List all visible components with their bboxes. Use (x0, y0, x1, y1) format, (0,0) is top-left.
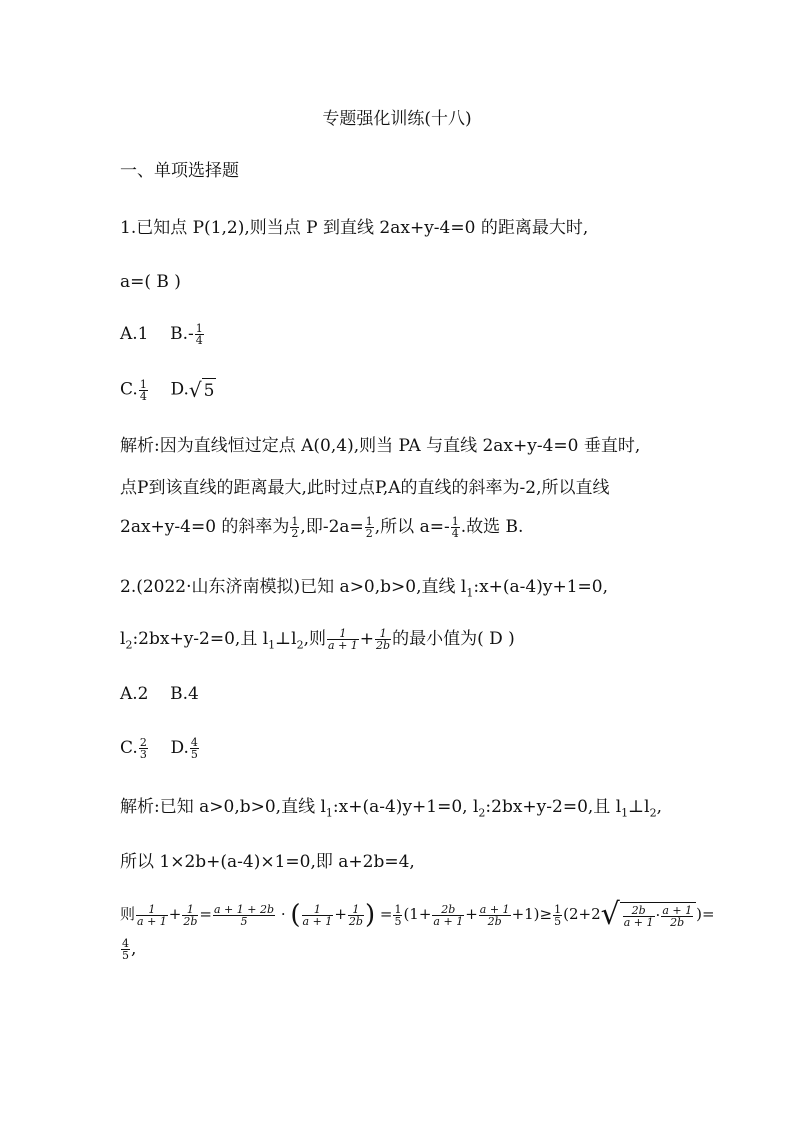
q1-options-cd (120, 378, 216, 402)
q2-options-cd (120, 737, 200, 760)
q2-solution-line1: 解析:已知 a>0,b>0,直线 $l_1:x+(a-4)y+1=0$, $l_2:2bx+y-2=0$,且 $l_1\perp l_2$, (120, 797, 662, 820)
q1-stem-line1: 1.已知点 P(1,2),则当点 P 到直线 2ax+y-4=0 的距离最大时, (120, 218, 589, 238)
fraction-four-fifths: $\frac{4}{5}$ (122, 937, 129, 962)
q2-option-c-fraction: $\frac{2}{3}$ (139, 736, 147, 761)
q1-solution-line2: 点P到该直线的距离最大,此时过点P,A的直线的斜率为-2,所以直线 (120, 478, 610, 498)
q1-option-b: B.- (170, 324, 194, 344)
fraction-half: $\frac{1}{2}$ (365, 515, 373, 540)
q1-solution-line1: 解析:因为直线恒过定点 A(0,4),则当 PA 与直线 2ax+y-4=0 垂直时, (120, 436, 641, 456)
q2-option-d: D. (170, 738, 189, 758)
q2-solution-line2: 所以 1×2b+(a-4)×1=0,即 a+2b=4, (120, 852, 415, 872)
q2-option-b: B.4 (170, 684, 199, 704)
q2-option-a: A.2 (120, 684, 149, 704)
fraction-1-over-2b: $\frac{1}{2b}$ (183, 902, 198, 928)
fraction-one-fifth: $\frac{1}{5}$ (394, 902, 402, 928)
q1-option-c: C. (120, 379, 138, 400)
q1-option-d: D. (170, 379, 189, 400)
q2-solution-line3: 则 $\frac{1}{a + 1}$ + $\frac{1}{2b}$ = $\frac{a + 1 + 2b}{5}$ · ( $\frac{1}{a + 1}$ + $\frac{1}{2b}$ ) = $\frac{1}{5}$ (1+ $\frac{2b}{a + 1}$ + $\frac{a + 1}{2b}$ +1)≥ $\frac{1}{5}$ (2+2√ $\frac{2b}{a + 1}$ · $\frac{a + 1}{2b}$ )= (120, 897, 715, 932)
sqrt-icon: √ (600, 897, 620, 932)
q1-option-d-radicand: 5 (202, 378, 217, 402)
fraction-a1-over-2b: $\frac{a + 1}{2b}$ (479, 902, 510, 928)
q1-option-a: A.1 (120, 324, 149, 344)
fraction-half: $\frac{1}{2}$ (291, 515, 299, 540)
fraction-1-over-a1: $\frac{1}{a + 1}$ (137, 902, 167, 928)
q1-option-c-fraction: $\frac{1}{4}$ (139, 377, 147, 403)
fraction-1-over-2b: $\frac{1}{2b}$ (348, 902, 363, 928)
fraction-one-fifth: $\frac{1}{5}$ (554, 902, 562, 928)
fraction-2b-over-a1: $\frac{2b}{a + 1}$ (623, 903, 654, 929)
fraction-quarter: $\frac{1}{4}$ (451, 515, 459, 540)
q2-option-c: C. (120, 738, 138, 758)
q1-stem-line2: a=( B ) (120, 272, 181, 292)
fraction-1-over-a1: $\frac{1}{a + 1}$ (328, 627, 358, 652)
q2-options-ab (120, 683, 199, 705)
q2-option-d-fraction: $\frac{4}{5}$ (190, 736, 198, 761)
sqrt-icon: √ (188, 378, 202, 402)
q2-stem-line2: $l_2:2bx+y-2=0$,且 $l_1\perp l_2$,则 $\frac{1}{a + 1}$ + $\frac{1}{2b}$ 的最小值为( D ) (120, 627, 515, 652)
fraction-sum-over-5: $\frac{a + 1 + 2b}{5}$ (214, 902, 275, 928)
q2-solution-result: $\frac{4}{5}$ , (122, 937, 137, 962)
sqrt-product: $\frac{2b}{a + 1}$ · $\frac{a + 1}{2b}$ (620, 902, 696, 928)
q2-stem-line1: 2.(2022·山东济南模拟)已知 a>0,b>0,直线 $l_1:x+(a-4)y+1=0$, (120, 577, 608, 600)
page-title: 专题强化训练(十八) (322, 109, 472, 129)
section-heading: 一、单项选择题 (120, 161, 239, 181)
fraction-a1-over-2b: $\frac{a + 1}{2b}$ (662, 903, 693, 929)
fraction-1-over-a1: $\frac{1}{a + 1}$ (302, 902, 333, 928)
q1-solution-line3: 2ax+y-4=0 的斜率为 $\frac{1}{2}$ ,即-2a= $\frac{1}{2}$ ,所以 a=- $\frac{1}{4}$ .故选 B. (120, 515, 524, 540)
q1-option-b-fraction: $\frac{1}{4}$ (195, 322, 203, 347)
fraction-2b-over-a1: $\frac{2b}{a + 1}$ (433, 902, 464, 928)
fraction-1-over-2b: $\frac{1}{2b}$ (376, 627, 391, 652)
q1-options-ab (120, 323, 205, 346)
